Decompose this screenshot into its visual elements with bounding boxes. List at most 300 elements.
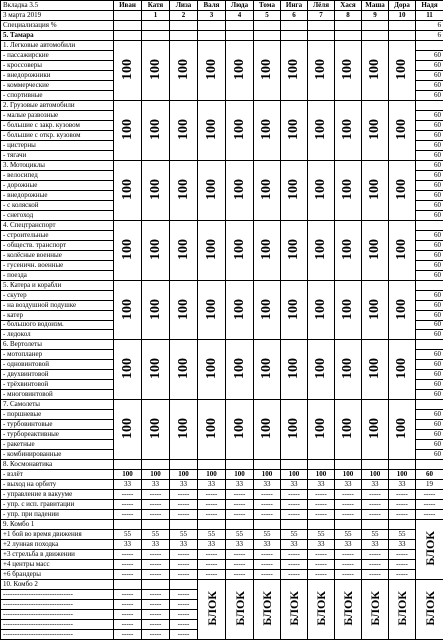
- big-value: 100: [203, 118, 219, 140]
- big-value-cell: [254, 220, 281, 280]
- cosmo-cell: 33: [114, 480, 142, 490]
- empty-cell: [170, 520, 198, 530]
- combo2-cell: -----: [142, 630, 170, 640]
- combo1-cell: 55: [362, 530, 389, 540]
- item-value: 60: [416, 310, 443, 320]
- item-value: 60: [416, 70, 443, 80]
- cosmo-cell: -----: [226, 500, 254, 510]
- block-cell: [198, 580, 226, 640]
- big-value: 100: [231, 118, 247, 140]
- cosmo-cell: -----: [389, 510, 416, 520]
- item-value: 60: [416, 250, 443, 260]
- big-value: 100: [259, 358, 274, 380]
- combo2-cell: -----: [142, 600, 170, 610]
- combo1-cell: -----: [308, 560, 335, 570]
- big-value-cell: [226, 40, 254, 100]
- section-title-row: [1, 100, 443, 110]
- column-name-11: Надя: [416, 1, 443, 11]
- big-value-cell: [389, 40, 416, 100]
- item-label: +6 брандеры: [1, 570, 114, 580]
- big-value-cell: [335, 220, 362, 280]
- empty-cell: [170, 30, 198, 40]
- big-value-cell: [281, 160, 308, 220]
- cosmo-cell: 100: [226, 470, 254, 480]
- combo1-cell: -----: [114, 550, 142, 560]
- item-value: 60: [416, 300, 443, 310]
- empty-cell: [362, 520, 389, 530]
- cosmo-cell: -----: [389, 490, 416, 500]
- big-value: 100: [367, 118, 382, 140]
- item-label: - на воздушной подушке: [1, 300, 114, 310]
- big-value: 100: [119, 238, 135, 260]
- block-label: БЛОК: [368, 591, 382, 626]
- spec-label: Специализация %: [1, 20, 114, 30]
- big-value-cell: [170, 340, 198, 400]
- combo2-cell: -----: [142, 590, 170, 600]
- item-label: - коммерческие: [1, 80, 114, 90]
- person-label: 5. Тамара: [1, 30, 114, 40]
- combo1-cell: -----: [281, 570, 308, 580]
- big-value: 100: [313, 238, 328, 260]
- cosmo-cell: -----: [170, 510, 198, 520]
- big-value-cell: [170, 280, 198, 340]
- combo1-cell: 55: [308, 530, 335, 540]
- combo1-cell: 33: [226, 540, 254, 550]
- cosmo-cell: -----: [254, 490, 281, 500]
- big-value: 100: [394, 358, 409, 380]
- cosmo-cell: -----: [335, 510, 362, 520]
- big-value: 100: [394, 58, 409, 80]
- big-value: 100: [286, 298, 301, 320]
- item-label: ------------------------------: [1, 610, 114, 620]
- column-num-2: 2: [170, 10, 198, 20]
- block-label: БЛОК: [260, 591, 274, 626]
- combo1-cell: 55: [198, 530, 226, 540]
- combo1-cell: 55: [142, 530, 170, 540]
- item-label: - скутер: [1, 290, 114, 300]
- section-title-right: [416, 280, 443, 290]
- big-value-cell: [362, 160, 389, 220]
- combo1-cell: 55: [335, 530, 362, 540]
- item-label: +3 стрельба в движении: [1, 550, 114, 560]
- column-num-1: 1: [142, 10, 170, 20]
- big-value: 100: [340, 298, 355, 320]
- item-value: 60: [416, 330, 443, 340]
- combo2-cell: -----: [170, 630, 198, 640]
- empty-cell: [226, 30, 254, 40]
- combo1-cell: 33: [170, 540, 198, 550]
- empty-cell: [335, 20, 362, 30]
- big-value-cell: [198, 280, 226, 340]
- block-cell: [308, 580, 335, 640]
- item-value: 60: [416, 120, 443, 130]
- empty-cell: [308, 520, 335, 530]
- section-title: 4. Спецтранспорт: [1, 220, 114, 230]
- cosmo-cell: -----: [254, 510, 281, 520]
- big-value-cell: [335, 160, 362, 220]
- block-label: БЛОК: [204, 591, 219, 626]
- big-value: 100: [259, 238, 274, 260]
- big-value-cell: [198, 100, 226, 160]
- item-value: 60: [416, 240, 443, 250]
- big-value-cell: [198, 400, 226, 460]
- item-label: ------------------------------: [1, 620, 114, 630]
- empty-cell: [389, 30, 416, 40]
- cosmo-title-row: [1, 460, 443, 470]
- big-value-cell: [362, 40, 389, 100]
- empty-cell: [254, 30, 281, 40]
- big-value-cell: [142, 340, 170, 400]
- empty-cell: [226, 460, 254, 470]
- big-value: 100: [119, 118, 135, 140]
- item-label: - поезда: [1, 270, 114, 280]
- item-label: - внедорожники: [1, 70, 114, 80]
- cosmo-cell: 33: [308, 480, 335, 490]
- combo1-row: [1, 530, 443, 540]
- empty-cell: [254, 520, 281, 530]
- cosmo-cell: -----: [281, 490, 308, 500]
- cosmo-cell: -----: [416, 490, 443, 500]
- item-label: - одновинтовой: [1, 360, 114, 370]
- column-name-2: Лиза: [170, 1, 198, 11]
- big-value-cell: [198, 220, 226, 280]
- big-value: 100: [231, 178, 247, 200]
- item-label: - пассажирские: [1, 50, 114, 60]
- big-value: 100: [147, 418, 163, 440]
- big-value: 100: [394, 238, 409, 260]
- column-num-10: 10: [389, 10, 416, 20]
- big-value-cell: [254, 40, 281, 100]
- empty-cell: [226, 20, 254, 30]
- empty-cell: [114, 20, 142, 30]
- big-value-cell: [335, 40, 362, 100]
- cosmo-cell: 100: [335, 470, 362, 480]
- empty-cell: [142, 30, 170, 40]
- cosmo-cell: -----: [114, 490, 142, 500]
- cosmo-cell: 100: [170, 470, 198, 480]
- big-value: 100: [394, 418, 409, 440]
- big-value-cell: [254, 340, 281, 400]
- combo1-cell: -----: [389, 570, 416, 580]
- block-cell: [226, 580, 254, 640]
- big-value: 100: [259, 298, 274, 320]
- big-value: 100: [119, 178, 135, 200]
- cosmo-cell: 33: [226, 480, 254, 490]
- big-value-cell: [198, 40, 226, 100]
- big-value: 100: [175, 178, 191, 200]
- combo1-row: [1, 570, 443, 580]
- cosmo-cell: -----: [416, 510, 443, 520]
- combo1-cell: -----: [389, 560, 416, 570]
- big-value: 100: [259, 178, 274, 200]
- big-value-cell: [281, 220, 308, 280]
- block-cell: [254, 580, 281, 640]
- date-row: [1, 10, 443, 20]
- section-title-row: [1, 40, 443, 50]
- combo2-cell: -----: [114, 590, 142, 600]
- combo1-cell: 33: [335, 540, 362, 550]
- item-label: - цистерны: [1, 140, 114, 150]
- big-value: 100: [147, 358, 163, 380]
- item-value: 60: [416, 350, 443, 360]
- combo1-cell: -----: [114, 560, 142, 570]
- big-value: 100: [147, 118, 163, 140]
- big-value: 100: [231, 58, 247, 80]
- section-title-right: [416, 400, 443, 410]
- spec-value: 6: [416, 20, 443, 30]
- cosmo-cell: 33: [198, 480, 226, 490]
- big-value-cell: [389, 100, 416, 160]
- cosmo-cell: -----: [142, 510, 170, 520]
- cosmo-cell: 100: [198, 470, 226, 480]
- combo1-cell: 33: [362, 540, 389, 550]
- big-value: 100: [259, 58, 274, 80]
- big-value: 100: [147, 178, 163, 200]
- combo1-cell: 33: [389, 540, 416, 550]
- cosmo-row: [1, 510, 443, 520]
- item-label: ------------------------------: [1, 630, 114, 640]
- column-num-0: [114, 10, 142, 20]
- big-value: 100: [175, 238, 191, 260]
- big-value: 100: [119, 58, 135, 80]
- item-label: - мотопланер: [1, 350, 114, 360]
- empty-cell: [198, 520, 226, 530]
- spec-row: [1, 20, 443, 30]
- cosmo-cell: -----: [226, 490, 254, 500]
- header-row: [1, 1, 443, 11]
- empty-cell: [114, 580, 142, 590]
- item-value: 60: [416, 50, 443, 60]
- empty-cell: [142, 20, 170, 30]
- empty-cell: [254, 460, 281, 470]
- item-label: - многовинтовой: [1, 390, 114, 400]
- item-value: 60: [416, 170, 443, 180]
- big-value: 100: [313, 358, 328, 380]
- empty-cell: [335, 30, 362, 40]
- column-name-9: Маша: [362, 1, 389, 11]
- big-value-cell: [308, 160, 335, 220]
- big-value-cell: [170, 160, 198, 220]
- block-cell: [416, 580, 443, 640]
- section-title: 8. Космонавтика: [1, 460, 114, 470]
- big-value: 100: [203, 298, 219, 320]
- big-value: 100: [119, 418, 135, 440]
- item-value: 60: [416, 370, 443, 380]
- item-label: - управление в вакууме: [1, 490, 114, 500]
- cosmo-cell: -----: [114, 500, 142, 510]
- column-num-6: 6: [281, 10, 308, 20]
- combo1-cell: 55: [114, 530, 142, 540]
- combo1-row: [1, 550, 443, 560]
- column-num-3: 3: [198, 10, 226, 20]
- item-label: - снегоход: [1, 210, 114, 220]
- section-title: 2. Грузовые автомобили: [1, 100, 114, 110]
- section-title-row: [1, 400, 443, 410]
- big-value: 100: [340, 238, 355, 260]
- item-label: - трёхвинтовой: [1, 380, 114, 390]
- item-value: 60: [416, 440, 443, 450]
- item-label: - кроссоверы: [1, 60, 114, 70]
- empty-cell: [281, 30, 308, 40]
- item-value: 60: [416, 320, 443, 330]
- section-title: 1. Легковые автомобили: [1, 40, 114, 50]
- item-label: - строительные: [1, 230, 114, 240]
- big-value: 100: [286, 178, 301, 200]
- block-cell: [389, 580, 416, 640]
- combo1-cell: -----: [254, 560, 281, 570]
- combo1-cell: -----: [335, 550, 362, 560]
- cosmo-cell: -----: [335, 500, 362, 510]
- big-value: 100: [175, 58, 191, 80]
- item-label: +4 центры масс: [1, 560, 114, 570]
- item-value: 60: [416, 420, 443, 430]
- column-name-0: Иван: [114, 1, 142, 11]
- big-value: 100: [259, 118, 274, 140]
- item-label: - турбореактивные: [1, 430, 114, 440]
- cosmo-cell: 100: [254, 470, 281, 480]
- empty-cell: [198, 460, 226, 470]
- empty-cell: [114, 520, 142, 530]
- empty-cell: [335, 520, 362, 530]
- big-value: 100: [340, 118, 355, 140]
- item-value: 60: [416, 390, 443, 400]
- big-value-cell: [114, 340, 142, 400]
- cosmo-cell: 100: [142, 470, 170, 480]
- big-value-cell: [142, 220, 170, 280]
- big-value: 100: [175, 358, 191, 380]
- item-value: 60: [416, 270, 443, 280]
- big-value: 100: [286, 418, 301, 440]
- item-value: 60: [416, 410, 443, 420]
- block-label: БЛОК: [422, 531, 437, 566]
- combo1-cell: -----: [142, 550, 170, 560]
- big-value: 100: [367, 238, 382, 260]
- combo1-cell: -----: [254, 570, 281, 580]
- combo1-cell: -----: [362, 570, 389, 580]
- item-label: - внедорожные: [1, 190, 114, 200]
- big-value: 100: [231, 298, 247, 320]
- item-value: 60: [416, 180, 443, 190]
- person-value: 6: [416, 30, 443, 40]
- empty-cell: [198, 30, 226, 40]
- cosmo-cell: -----: [335, 490, 362, 500]
- block-label: БЛОК: [232, 591, 247, 626]
- cosmo-cell: -----: [254, 500, 281, 510]
- big-value-cell: [142, 160, 170, 220]
- combo1-cell: -----: [335, 560, 362, 570]
- big-value: 100: [175, 298, 191, 320]
- big-value-cell: [226, 400, 254, 460]
- big-value: 100: [203, 178, 219, 200]
- section-title: 7. Самолеты: [1, 400, 114, 410]
- combo1-cell: -----: [170, 560, 198, 570]
- section-title: 3. Мотоциклы: [1, 160, 114, 170]
- combo1-cell: -----: [254, 550, 281, 560]
- item-label: - ледокол: [1, 330, 114, 340]
- empty-cell: [416, 460, 443, 470]
- big-value-cell: [362, 280, 389, 340]
- big-value-cell: [254, 400, 281, 460]
- big-value: 100: [231, 238, 247, 260]
- empty-cell: [170, 460, 198, 470]
- combo1-cell: -----: [335, 570, 362, 580]
- section-title-right: [416, 340, 443, 350]
- big-value-cell: [142, 400, 170, 460]
- cosmo-cell: -----: [142, 490, 170, 500]
- big-value-cell: [254, 280, 281, 340]
- section-title-right: 60: [416, 160, 443, 170]
- item-label: - катер: [1, 310, 114, 320]
- empty-cell: [308, 30, 335, 40]
- big-value-cell: [362, 220, 389, 280]
- item-value: 60: [416, 360, 443, 370]
- column-name-6: Инга: [281, 1, 308, 11]
- item-value: 60: [416, 430, 443, 440]
- item-label: - взлёт: [1, 470, 114, 480]
- item-label: - большого водоизм.: [1, 320, 114, 330]
- combo1-title-row: [1, 520, 443, 530]
- big-value-cell: [362, 400, 389, 460]
- empty-cell: [170, 580, 198, 590]
- combo1-cell: -----: [281, 550, 308, 560]
- big-value: 100: [367, 298, 382, 320]
- empty-cell: [281, 460, 308, 470]
- big-value-cell: [170, 40, 198, 100]
- column-name-5: Тома: [254, 1, 281, 11]
- cosmo-cell: -----: [362, 510, 389, 520]
- person-row: [1, 30, 443, 40]
- empty-cell: [142, 520, 170, 530]
- item-label: - упр. с исп. гравитации: [1, 500, 114, 510]
- big-value-cell: [170, 400, 198, 460]
- cosmo-cell: -----: [362, 500, 389, 510]
- combo2-cell: -----: [170, 590, 198, 600]
- big-value: 100: [313, 418, 328, 440]
- item-value: 60: [416, 90, 443, 100]
- cosmo-cell: -----: [308, 500, 335, 510]
- block-cell: [362, 580, 389, 640]
- big-value: 100: [313, 118, 328, 140]
- big-value: 100: [286, 358, 301, 380]
- combo1-cell: 55: [170, 530, 198, 540]
- item-label: - большие с откр. кузовом: [1, 130, 114, 140]
- cosmo-cell: 33: [170, 480, 198, 490]
- cosmo-cell: -----: [170, 500, 198, 510]
- block-label: БЛОК: [422, 591, 437, 626]
- combo1-cell: -----: [114, 570, 142, 580]
- big-value-cell: [114, 100, 142, 160]
- combo1-cell: -----: [226, 550, 254, 560]
- combo1-cell: -----: [308, 550, 335, 560]
- block-cell: [281, 580, 308, 640]
- empty-cell: [389, 20, 416, 30]
- combo1-cell: -----: [226, 560, 254, 570]
- big-value: 100: [340, 418, 355, 440]
- item-value: 60: [416, 380, 443, 390]
- cosmo-cell: -----: [198, 500, 226, 510]
- big-value: 100: [394, 118, 409, 140]
- section-title-right: [416, 220, 443, 230]
- combo1-row: [1, 540, 443, 550]
- cosmo-cell: -----: [198, 510, 226, 520]
- big-value: 100: [147, 58, 163, 80]
- combo1-cell: 33: [254, 540, 281, 550]
- section-title: 5. Катера и корабли: [1, 280, 114, 290]
- combo1-cell: -----: [170, 570, 198, 580]
- empty-cell: [198, 20, 226, 30]
- cosmo-cell: 33: [142, 480, 170, 490]
- combo1-cell: 55: [226, 530, 254, 540]
